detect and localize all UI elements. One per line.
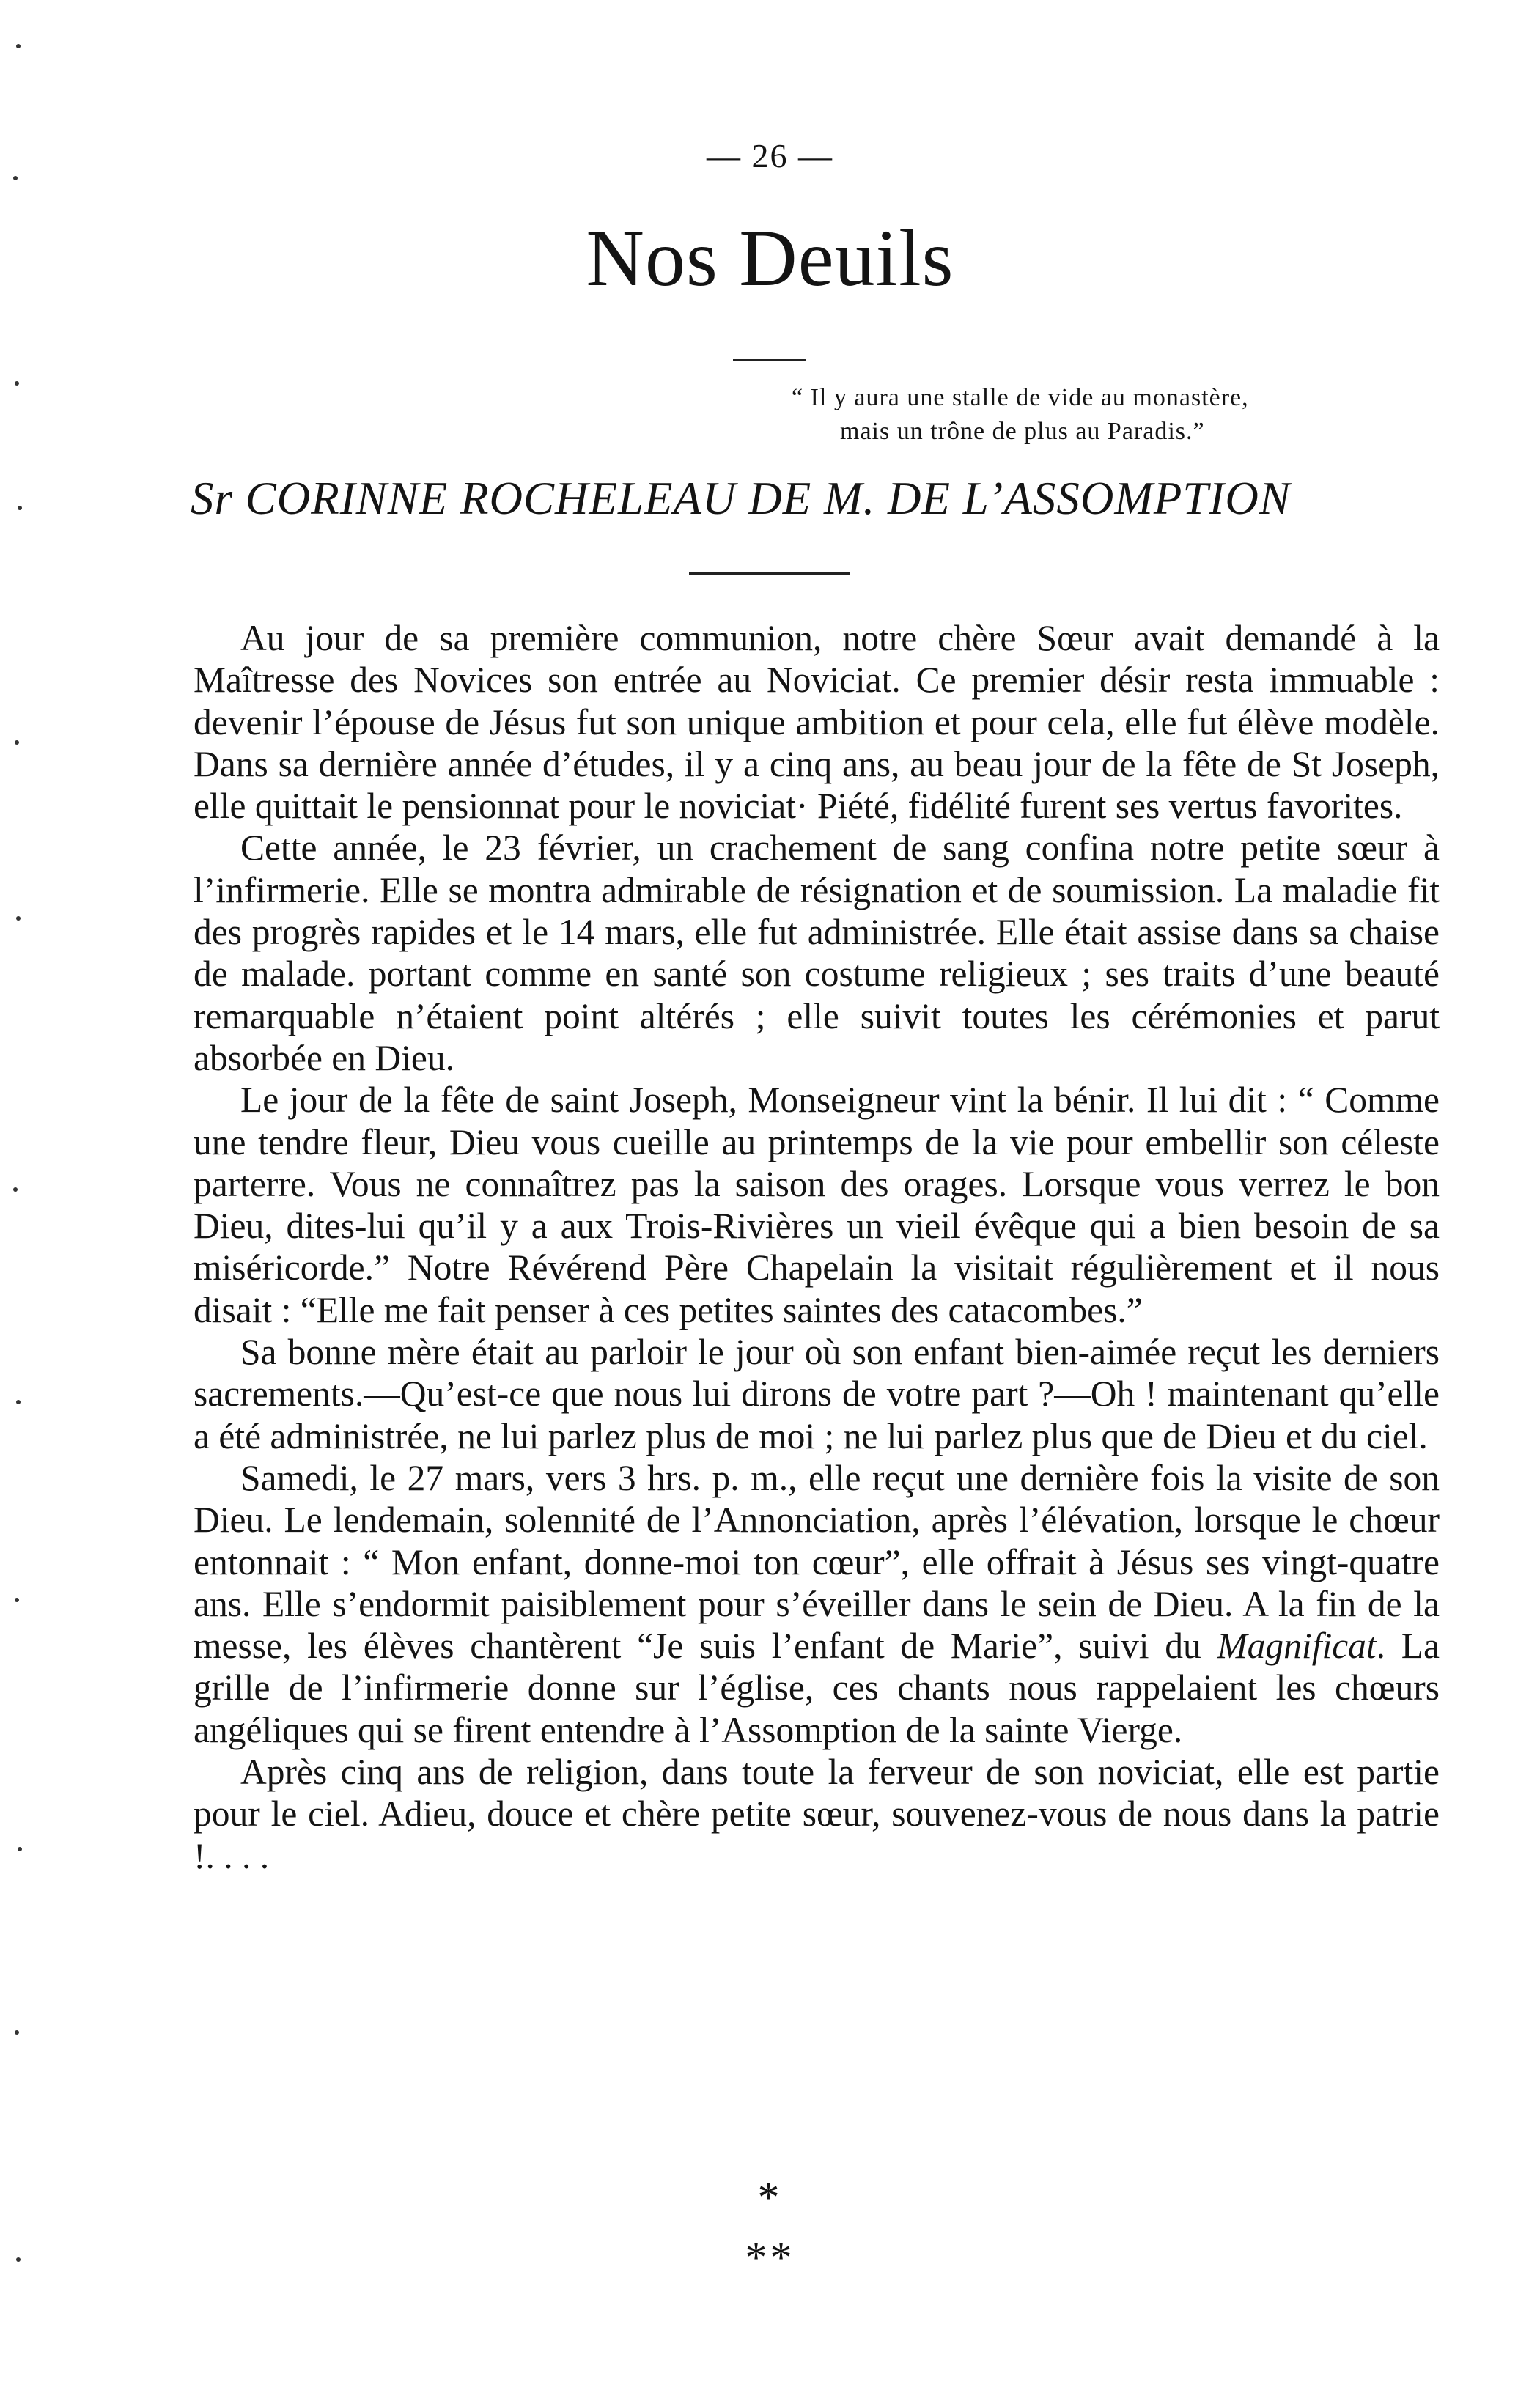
speck bbox=[15, 2030, 19, 2035]
speck bbox=[13, 1187, 18, 1192]
speck bbox=[18, 1847, 22, 1851]
epigraph-line: mais un trône de plus au Paradis.” bbox=[840, 418, 1205, 445]
page-number: — 26 — bbox=[707, 137, 833, 174]
title-divider bbox=[733, 359, 806, 361]
paragraph: Le jour de la fête de saint Joseph, Monseigneur vint la bénir. Il lui dit : “ Comme une tendre fleur, Dieu vous cueille au printemps de la vie pour embellir son céleste parterre. Vous ne connaîtrez pas la saison des orages. Lorsque vous verrez le bon Dieu, dites-lui qu’il y a aux Trois-Rivières un vieil évêque qui a bien besoin de sa miséricorde.” Notre Révérend Père Chapelain la visitait régulièrement et il nous disait : “Elle me fait penser à ces petites saintes des catacombes.” bbox=[194, 1080, 1440, 1330]
speck bbox=[16, 44, 21, 48]
epigraph bbox=[792, 381, 1451, 449]
asterism-bottom: ** bbox=[745, 2233, 795, 2282]
paragraph-text: Samedi, le 27 mars, vers 3 hrs. p. m., elle reçut une dernière fois la visite de son Dieu. Le lendemain, solennité de l’Annonciation, après l’élévation, lorsque le chœur entonnait : “ Mon enfant, donne-moi ton cœur”, elle offrait à Jésus ses vingt-quatre ans. Elle s’endormit paisiblement pour s’éveiller dans le sein de Dieu. A la fin de la messe, les élèves chantèrent “Je suis l’enfant de Marie”, suivi du bbox=[194, 1457, 1440, 1667]
heading-divider bbox=[689, 572, 850, 575]
asterism-ornament bbox=[0, 2173, 1540, 2282]
paragraph: Sa bonne mère était au parloir le jour où son enfant bien-aimée reçut les derniers sacrements.—Qu’est-ce que nous lui dirons de votre part ?—Oh ! maintenant qu’elle a été administrée, ne lui parlez plus de moi ; ne lui parlez plus que de Dieu et du ciel. bbox=[194, 1332, 1440, 1456]
speck bbox=[18, 506, 22, 510]
paragraph: Au jour de sa première communion, notre chère Sœur avait demandé à la Maîtresse des Novices son entrée au Noviciat. Ce premier désir resta immuable : devenir l’épouse de Jésus fut son unique ambition et pour cela, elle fut élève modèle. Dans sa dernière année d’études, il y a cinq ans, au beau jour de la fête de St Joseph, elle quittait le pensionnat pour le noviciat· Piété, fidélité furent ses vertus favorites. bbox=[194, 618, 1440, 827]
obituary-body bbox=[194, 617, 1440, 1877]
paragraph bbox=[194, 1457, 1440, 1751]
margin-specks bbox=[0, 0, 66, 2382]
magnificat-title: Magnificat bbox=[1217, 1626, 1377, 1667]
speck bbox=[15, 381, 19, 386]
paragraph-text: . La grille de l’infirmerie donne sur l’église, ces chants nous rappelaient les chœurs angéliques qui se firent entendre à l’Assomption de la sainte Vierge. bbox=[194, 1626, 1440, 1750]
speck bbox=[15, 740, 19, 745]
section-title: Nos Deuils bbox=[586, 213, 954, 303]
paragraph: Cette année, le 23 février, un crachement de sang confina notre petite sœur à l’infirmerie. Elle se montra admirable de résignation et de soumission. La maladie fit des progrès rapides et le 14 mars, elle fut administrée. Elle était assise dans sa chaise de malade. portant comme en santé son costume religieux ; ses traits d’une beauté remarquable n’étaient point altérés ; elle suivit toutes les cérémonies et parut absorbée en Dieu. bbox=[194, 827, 1440, 1078]
paragraph: Après cinq ans de religion, dans toute la ferveur de son noviciat, elle est partie pour le ciel. Adieu, douce et chère petite sœur, souvenez-vous de nous dans la patrie !. . . . bbox=[194, 1752, 1440, 1876]
epigraph-line: “ Il y aura une stalle de vide au monastère, bbox=[792, 384, 1249, 411]
obituary-heading: Sr CORINNE ROCHELEAU DE M. DE L’ASSOMPTION bbox=[191, 473, 1291, 524]
speck bbox=[16, 1400, 21, 1404]
speck bbox=[16, 916, 21, 921]
speck bbox=[15, 1598, 19, 1602]
asterism-top: * bbox=[757, 2173, 783, 2221]
speck bbox=[13, 176, 18, 180]
